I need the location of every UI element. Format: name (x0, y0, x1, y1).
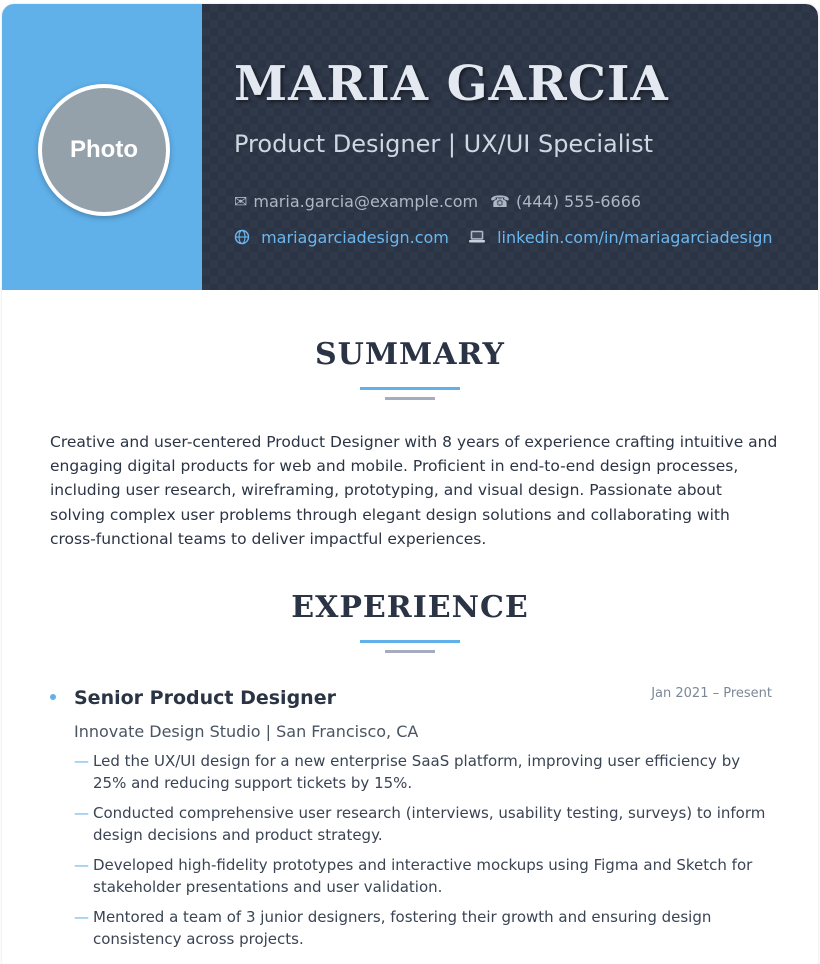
candidate-name: MARIA GARCIA (234, 56, 669, 112)
dash-icon: — (74, 804, 89, 822)
phone-icon: ☎ (490, 192, 510, 211)
contact-linkedin-text: linkedin.com/in/mariagarciadesign (497, 228, 773, 247)
summary-heading: SUMMARY (315, 337, 505, 372)
envelope-icon: ✉ (234, 192, 248, 211)
contact-phone-text: (444) 555-6666 (515, 192, 642, 211)
header-info-panel (202, 4, 818, 290)
photo-panel (2, 4, 202, 290)
experience-heading-underline-primary (360, 640, 460, 643)
contact-website-text: mariagarciadesign.com (261, 228, 449, 247)
duty-item (74, 750, 774, 794)
laptop-icon (468, 228, 491, 247)
profile-photo-placeholder: Photo (38, 84, 170, 216)
summary-heading-underline-primary (360, 387, 460, 390)
summary-text: Creative and user-centered Product Designer with 8 years of experience crafting intuitive and engaging digital products for web and mobile. Proficient in end-to-end design processes, including user research, wireframing, prototyping, and visual design. Passionate about solving complex user problems through elegant design solutions and collaborating with cross-functional teams to deliver impactful experiences. (50, 433, 778, 548)
job-company: Innovate Design Studio | San Francisco, CA (74, 722, 419, 741)
job-title: Senior Product Designer (74, 687, 336, 709)
duty-item (74, 854, 774, 898)
globe-icon (234, 228, 255, 247)
job-dates: Jan 2021 – Present (651, 686, 772, 701)
experience-heading: EXPERIENCE (291, 590, 529, 625)
contact-email-text: maria.garcia@example.com (253, 192, 479, 211)
dash-icon: — (74, 856, 89, 874)
contact-email[interactable] (234, 191, 478, 213)
entry-bullet (50, 694, 56, 700)
dash-icon: — (74, 752, 89, 770)
candidate-role: Product Designer | UX/UI Specialist (234, 130, 654, 158)
duty-text: Developed high-fidelity prototypes and interactive mockups using Figma and Sketch for stakeholder presentations and user validation. (93, 856, 753, 896)
contact-linkedin-link[interactable] (468, 227, 773, 249)
duty-text: Conducted comprehensive user research (interviews, usability testing, surveys) to inform design decisions and product strategy. (93, 804, 766, 844)
duty-text: Mentored a team of 3 junior designers, fostering their growth and ensuring design consistency across projects. (93, 908, 712, 948)
summary-heading-underline-secondary (385, 397, 435, 400)
duty-item (74, 802, 774, 846)
duty-text: Led the UX/UI design for a new enterprise SaaS platform, improving user efficiency by 25% and reducing support tickets by 15%. (93, 752, 741, 792)
experience-heading-underline-secondary (385, 650, 435, 653)
resume-page (2, 4, 818, 964)
contact-phone (490, 191, 641, 213)
job-duties-list (74, 750, 774, 958)
resume-header (2, 4, 818, 290)
duty-item (74, 906, 774, 950)
dash-icon: — (74, 908, 89, 926)
contact-website-link[interactable] (234, 227, 449, 249)
